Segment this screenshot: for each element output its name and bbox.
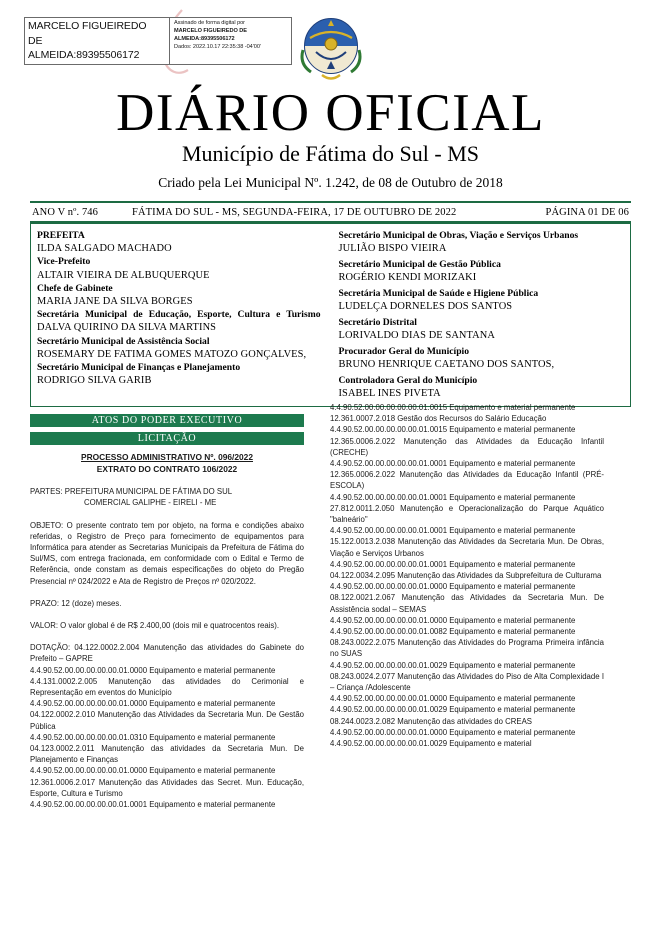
signature-name-line-2: DE: [28, 34, 43, 47]
dotacao-line: 08.244.0023.2.082 Manutenção das atividades do CREAS: [330, 716, 532, 726]
prazo-paragraph: PRAZO: 12 (doze) meses.: [30, 598, 122, 608]
digital-signature-stamp: [24, 17, 292, 65]
official-role: Secretário Municipal de Obras, Viação e Serviços Urbanos: [338, 230, 579, 241]
official-role: Secretária Municipal de Educação, Esporte, Cultura e Turismo: [37, 309, 321, 321]
process-heading: [30, 452, 304, 464]
issue-page-number: PÁGINA 01 DE 06: [545, 207, 629, 218]
official-name: ROGÉRIO KENDI MORIZAKI: [338, 272, 477, 284]
signature-name: [25, 18, 169, 64]
objeto-paragraph: OBJETO: O presente contrato tem por objeto, na forma e condições abaixo referidas, o Registro de Preço para fornecimento de equipamentos para Informática para atender as Secretarias Municipais da Prefeitura de Fátima do Sul/MS, com entrega fracionada, em conformidade com o Edital e Termo de Referência, onde constam as demais especificações do objeto do Pregão Presencial nº 024/2022 e Ata de Registro de Preços nº 020/2022.: [30, 520, 304, 586]
spacer: [30, 631, 304, 642]
dotacao-line: 12.361.0006.2.017 Manutenção das Atividades das Secret. Mun. Educação, Esporte, Cultura e Turismo: [30, 777, 304, 798]
dotacao-line: 27.812.0011.2.050 Manutenção e Operacionalização do Parque Aquático "balneário": [330, 503, 604, 524]
official-role: Secretária Municipal de Saúde e Higiene Pública: [338, 287, 539, 299]
process-number: PROCESSO ADMINISTRATIVO Nº. 096/2022: [81, 451, 253, 462]
spacer: [30, 475, 304, 486]
coat-of-arms-icon: [300, 16, 362, 82]
issue-city-date: FÁTIMA DO SUL - MS, SEGUNDA-FEIRA, 17 DE OUTUBRO DE 2022: [132, 207, 457, 218]
dotacao-line: 4.4.90.52.00.00.00.00.00.01.0000 Equipamento e material permanente: [330, 727, 576, 737]
official-role: Secretário Municipal de Gestão Pública: [338, 258, 501, 270]
dotacao-line: 4.4.90.52.00.00.00.00.00.01.0000 Equipamento e material permanente: [30, 766, 276, 776]
dotacao-line: 4.4.90.52.00.00.00.00.00.01.0029 Equipamento e material permanente: [330, 660, 576, 670]
partes-line-2: COMERCIAL GALIPHE - EIRELI - ME: [84, 498, 217, 508]
official-role: Vice-Prefeito: [37, 256, 91, 268]
dotacao-line: 04.123.0002.2.011 Manutenção das atividades da Secretaria Mun. De Planejamento e Finanças: [30, 743, 304, 765]
signature-detail-name-2: ALMEIDA:89395506172: [174, 35, 235, 42]
officials-column-left: [37, 229, 331, 400]
signature-detail-date: Dados: 2022.10.17 22:35:38 -04'00': [174, 43, 261, 50]
official-role: Secretário Municipal de Finanças e Planejamento: [37, 362, 241, 374]
official-name: LUDELÇA DORNELES DOS SANTOS: [338, 301, 513, 313]
official-name: ILDA SALGADO MACHADO: [37, 243, 172, 255]
dotacao-line: 12.361.0007.2.018 Gestão dos Recursos do Salário Educação: [330, 414, 547, 424]
official-name: BRUNO HENRIQUE CAETANO DOS SANTOS,: [338, 358, 555, 370]
official-role: Secretário Distrital: [338, 316, 417, 328]
official-name: LORIVALDO DIAS DE SANTANA: [338, 329, 495, 341]
official-role: Controladora Geral do Município: [338, 374, 478, 386]
dotacao-list-left: [30, 642, 304, 810]
dotacao-line: 4.4.90.52.00.00.00.00.00.01.0001 Equipamento e material permanente: [330, 458, 576, 468]
dotacao-line: DOTAÇÃO: 04.122.0002.2.004 Manutenção das atividades do Gabinete do Prefeito – GAPRE: [30, 643, 304, 664]
official-name: DALVA QUIRINO DA SILVA MARTINS: [37, 322, 217, 334]
official-role: Chefe de Gabinete: [37, 282, 113, 294]
masthead-subtitle: Município de Fátima do Sul - MS: [182, 141, 479, 166]
dotacao-line: 4.4.90.52.00.00.00.00.00.01.0000 Equipamento e material permanente: [330, 615, 576, 625]
official-name: MARIA JANE DA SILVA BORGES: [37, 296, 193, 308]
dotacao-line: 4.4.90.52.00.00.00.00.00.01.0000 Equipamento e material permanente: [330, 582, 576, 592]
valor-paragraph: VALOR: O valor global é de R$ 2.400,00 (dois mil e quatrocentos reais).: [30, 620, 280, 630]
official-name: RODRIGO SILVA GARIB: [37, 375, 152, 387]
dotacao-line: 4.4.90.52.00.00.00.00.00.01.0000 Equipamento e material permanente: [330, 694, 576, 704]
partes-line-1: PARTES: PREFEITURA MUNICIPAL DE FÁTIMA DO SUL: [30, 487, 233, 497]
dotacao-line: 04.122.0002.2.010 Manutenção das Atividades da Secretaria Mun. De Gestão Pública: [30, 710, 304, 731]
spacer: [30, 609, 304, 620]
dotacao-line: 4.4.90.52.00.00.00.00.00.01.0001 Equipamento e material permanente: [330, 559, 576, 569]
official-name: JULIÃO BISPO VIEIRA: [338, 243, 447, 255]
dotacao-line: 4.4.90.52.00.00.00.00.00.01.0029 Equipamento e material permanente: [330, 705, 576, 715]
page-title: DIÁRIO OFICIAL: [116, 84, 545, 142]
dotacao-line: 15.122.0013.2.038 Manutenção das Atividades da Secretaria Mun. De Obras, Viação e Serviços Urbanos: [330, 537, 604, 558]
dotacao-line: 4.4.131.0002.2.005 Manutenção das atividades do Cerimonial e Representação em eventos do Município: [30, 676, 304, 697]
section-banner-bidding: LICITAÇÃO: [30, 432, 304, 445]
dotacao-line: 4.4.90.52.00.00.00.00.00.01.0310 Equipamento e material permanente: [30, 732, 276, 742]
section-banner-executive: ATOS DO PODER EXECUTIVO: [30, 414, 304, 427]
masthead-law-reference: Criado pela Lei Municipal Nº. 1.242, de 08 de Outubro de 2018: [158, 175, 503, 190]
officials-column-right: [331, 229, 625, 400]
dotacao-line: 4.4.90.52.00.00.00.00.00.01.0082 Equipamento e material permanente: [330, 627, 576, 636]
signature-name-line-3: ALMEIDA:89395506172: [28, 49, 140, 61]
official-name: ROSEMARY DE FATIMA GOMES MATOZO GONÇALVES,: [37, 348, 307, 360]
issue-year-number: ANO V nº. 746: [32, 207, 99, 218]
dotacao-line: 4.4.90.52.00.00.00.00.00.01.0001 Equipamento e material permanente: [30, 800, 276, 809]
signature-name-line-1: MARCELO FIGUEIREDO: [28, 20, 147, 32]
dotacao-line: 08.122.0021.2.067 Manutenção das Atividades da Secretaria Mun. De Assistência sodal – SEMAS: [330, 593, 604, 614]
spacer: [30, 587, 304, 598]
official-role: PREFEITA: [37, 230, 85, 241]
official-role: Secretário Municipal de Assistência Social: [37, 335, 210, 347]
dotacao-line: 4.4.90.52.00.00.00.00.00.01.0000 Equipamento e material permanente: [30, 699, 276, 709]
official-name: ISABEL INES PIVETA: [338, 387, 441, 399]
issue-info-bar: [30, 203, 631, 221]
dotacao-line: 12.365.0006.2.022 Manutenção das Atividades da Educação Infantil (CRECHE): [330, 436, 604, 457]
partes-block: [30, 486, 304, 508]
dotacao-line: 4.4.90.52.00.00.00.00.00.01.0001 Equipamento e material permanente: [330, 492, 576, 502]
signature-detail-name-1: MARCELO FIGUEIREDO DE: [174, 27, 247, 34]
dotacao-line: 08.243.0022.2.075 Manutenção das Atividades do Programa Primeira infância no SUAS: [330, 638, 604, 659]
officials-box: [30, 223, 631, 407]
signature-details: [170, 18, 291, 64]
dotacao-line: 4.4.90.52.00.00.00.00.00.01.0015 Equipamento e material permanente: [330, 402, 576, 412]
dotacao-line: 4.4.90.52.00.00.00.00.00.01.0029 Equipamento e material: [330, 739, 532, 749]
dotacao-line: 4.4.90.52.00.00.00.00.00.01.0000 Equipamento e material permanente: [30, 665, 276, 675]
dotacao-line: 04.122.0034.2.095 Manutenção das Atividades da Subprefeitura de Culturama: [330, 570, 602, 580]
dotacao-list-right: [330, 402, 604, 749]
spacer: [30, 509, 304, 520]
content-column-right: [330, 402, 604, 810]
dotacao-line: 08.243.0024.2.077 Manutenção das Atividades do Piso de Alta Complexidade I – Criança /Adolescente: [330, 671, 604, 693]
official-role: Procurador Geral do Município: [338, 345, 469, 357]
dotacao-line: 4.4.90.52.00.00.00.00.00.01.0001 Equipamento e material permanente: [330, 526, 576, 536]
dotacao-line: 4.4.90.52.00.00.00.00.00.01.0015 Equipamento e material permanente: [330, 425, 576, 435]
content-column-left: [30, 452, 304, 810]
signature-detail-intro: Assinado de forma digital por: [174, 20, 245, 26]
official-name: ALTAIR VIEIRA DE ALBUQUERQUE: [37, 269, 210, 281]
dotacao-line: 12.365.0006.2.022 Manutenção das Atividades da Educação Infantil (PRÉ-ESCOLA): [330, 470, 604, 491]
contract-extract-heading: EXTRATO DO CONTRATO 106/2022: [96, 463, 238, 474]
